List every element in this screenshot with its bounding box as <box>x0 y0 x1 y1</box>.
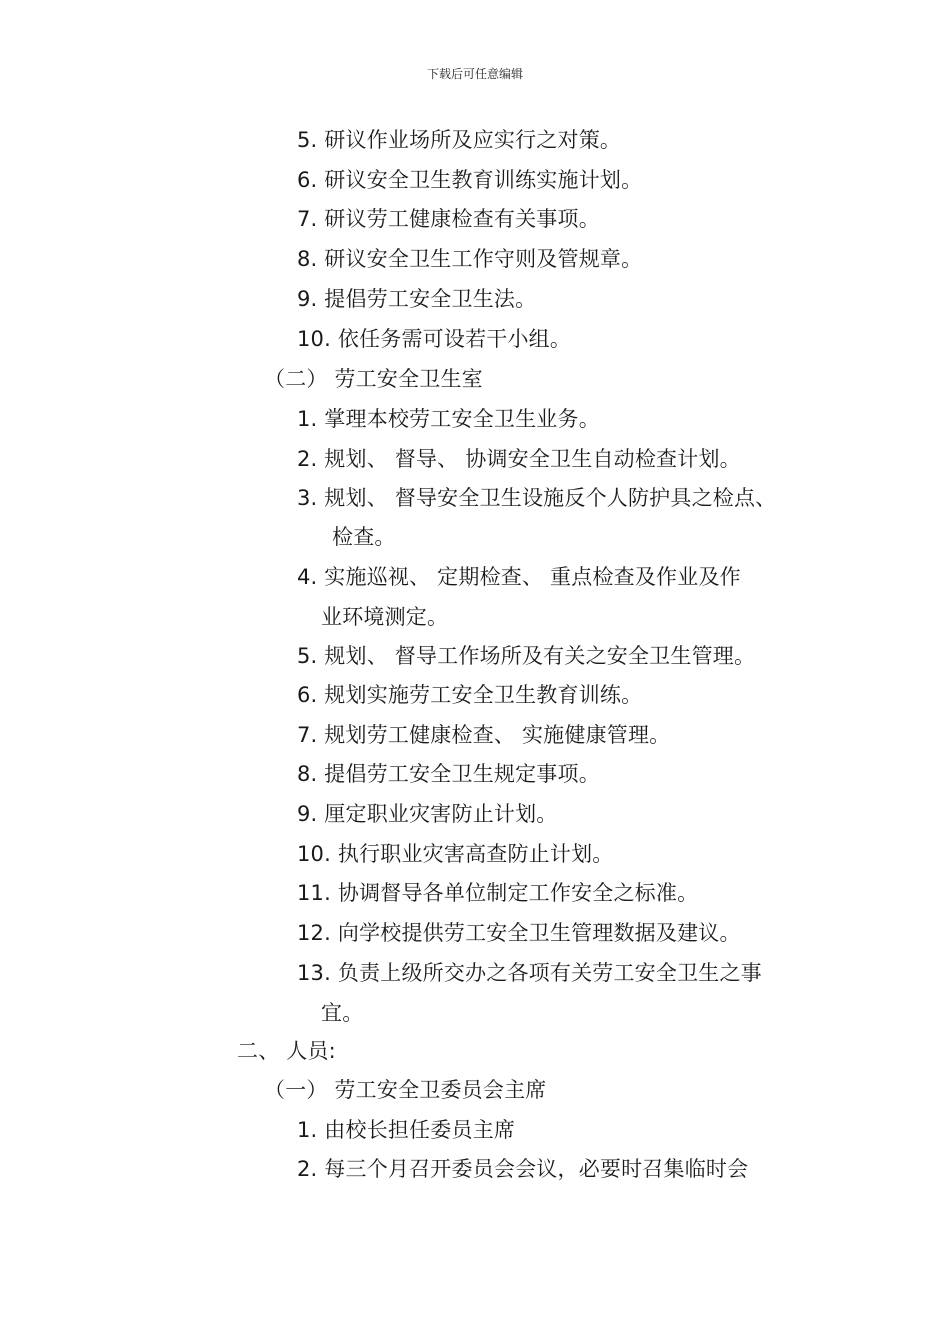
list-item: 7. 研议劳工健康检查有关事项。 <box>297 207 600 231</box>
list-item: 9. 厘定职业灾害防止计划。 <box>297 802 558 826</box>
list-item: 8. 研议安全卫生工作守则及管规章。 <box>297 247 643 271</box>
list-item-continuation: 宜。 <box>321 1001 364 1025</box>
list-item: 2. 规划、 督导、 协调安全卫生自动检查计划。 <box>297 447 741 471</box>
list-item: 13. 负责上级所交办之各项有关劳工安全卫生之事 <box>297 961 762 985</box>
list-item: 9. 提倡劳工安全卫生法。 <box>297 287 537 311</box>
list-item: 3. 规划、 督导安全卫生设施反个人防护具之检点、 <box>297 486 777 510</box>
section-heading: （一） 劳工安全卫委员会主席 <box>264 1078 547 1102</box>
list-item: 12. 向学校提供劳工安全卫生管理数据及建议。 <box>297 921 741 945</box>
list-item: 1. 由校长担任委员主席 <box>297 1118 516 1142</box>
list-item: 5. 规划、 督导工作场所及有关之安全卫生管理。 <box>297 644 756 668</box>
list-item: 4. 实施巡视、 定期检查、 重点检查及作业及作 <box>297 565 741 589</box>
list-item: 10. 依任务需可设若干小组。 <box>297 327 572 351</box>
list-item: 6. 规划实施劳工安全卫生教育训练。 <box>297 683 643 707</box>
list-item: 1. 掌理本校劳工安全卫生业务。 <box>297 407 600 431</box>
list-item: 7. 规划劳工健康检查、 实施健康管理。 <box>297 723 671 747</box>
list-item: 8. 提倡劳工安全卫生规定事项。 <box>297 762 600 786</box>
list-item: 11. 协调督导各单位制定工作安全之标准。 <box>297 881 699 905</box>
section-heading: 二、 人员: <box>237 1039 336 1063</box>
list-item: 5. 研议作业场所及应实行之对策。 <box>297 128 622 152</box>
section-heading: （二） 劳工安全卫生室 <box>264 367 483 391</box>
list-item: 6. 研议安全卫生教育训练实施计划。 <box>297 168 643 192</box>
list-item: 2. 每三个月召开委员会会议，必要时召集临时会 <box>297 1157 749 1181</box>
list-item-continuation: 业环境测定。 <box>321 605 449 629</box>
list-item-continuation: 检查。 <box>332 525 396 549</box>
page-header: 下载后可任意编辑 <box>426 67 523 81</box>
list-item: 10. 执行职业灾害高查防止计划。 <box>297 842 614 866</box>
